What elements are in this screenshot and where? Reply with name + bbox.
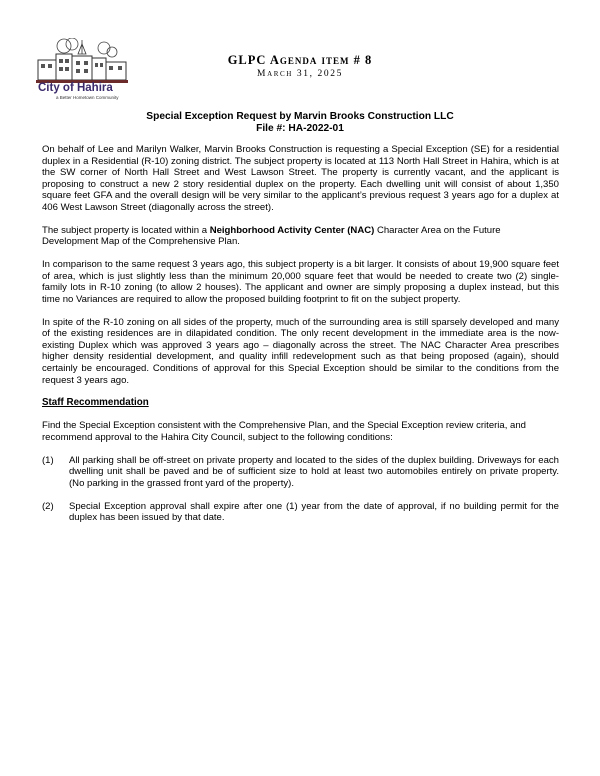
- agenda-date: March 31, 2025: [257, 69, 343, 79]
- condition-number: (2): [42, 500, 54, 512]
- condition-item: [42, 455, 559, 490]
- document-body: [42, 144, 559, 535]
- condition-number: (1): [42, 454, 54, 466]
- paragraph-surrounding-area: In spite of the R-10 zoning on all sides of the property, much of the surrounding area is still sparsely developed and many of the existing residences are in dilapidated condition. The only recent development in the immediate area is the now-existing Duplex which was approved 3 years ago – diagonally across the street. The NAC Character Area prescribes higher density residential development, and quality infill redevelopment such as that being proposed (again), should certainly be encouraged. Conditions of approval for this Special Exception should be similar to the conditions from the request 3 years ago.: [42, 316, 559, 386]
- document-title-block: [0, 111, 600, 136]
- paragraph-character-area: [42, 225, 559, 248]
- staff-recommendation-intro: Find the Special Exception consistent with the Comprehensive Plan, and the Special Exception review criteria, and recommend approval to the Hahira City Council, subject to the following conditions:: [42, 420, 526, 444]
- paragraph-comparison: In comparison to the same request 3 years ago, this subject property is a bit larger. It consists of about 19,900 square feet of area, which is just slightly less than the minimum 20,000 square feet that would be needed to create two (2) single-family lots in R-10 zoning (to allow 2 houses). The applicant and owner are simply proposing a duplex instead, but this time no Variances are required to allow the proposed building footprint to fit on the subject property.: [42, 259, 559, 305]
- document-title: Special Exception Request by Marvin Brooks Construction LLC: [146, 111, 454, 122]
- logo-city-name: City of Hahira: [38, 82, 113, 94]
- condition-text: All parking shall be off-street on private property and located to the sides of the duplex building. Driveways for each dwelling unit shall be paved and be of sufficient size to hold at least two automobiles entirely on private property. (No parking in the grassed front yard of the property).: [69, 454, 559, 489]
- nac-text-bold: Neighborhood Activity Center (NAC): [209, 224, 375, 236]
- nac-text-after: Character Area on the Future Development Map of the Comprehensive Plan.: [42, 224, 501, 248]
- nac-text-before: The subject property is located within a: [42, 224, 210, 236]
- condition-item: [42, 501, 559, 524]
- file-number: File #: HA-2022-01: [256, 123, 344, 135]
- logo-tagline: a Better Hometown Community: [56, 95, 119, 100]
- paragraph-request: On behalf of Lee and Marilyn Walker, Marvin Brooks Construction is requesting a Special Exception (SE) for a residential duplex in a Residential (R-10) zoning district. The subject property is located at 113 North Hall Street in Hahira, which is at the SW corner of North Hall Street and West Lawson Street. The property is currently vacant, and the applicant is proposing to construct a new 2 story residential duplex on the property. Each dwelling unit will consist of about 1,350 square feet GFA and the overall design will be very similar to the applicant’s previous request 3 years ago for a duplex at 406 West Lawson Street (diagonally across the street).: [42, 144, 559, 213]
- agenda-item-title: GLPC Agenda item # 8: [227, 53, 373, 67]
- staff-recommendation-heading: Staff Recommendation: [42, 397, 149, 409]
- condition-text: Special Exception approval shall expire after one (1) year from the date of approval, if no building permit for the duplex has been issued by that date.: [69, 500, 559, 524]
